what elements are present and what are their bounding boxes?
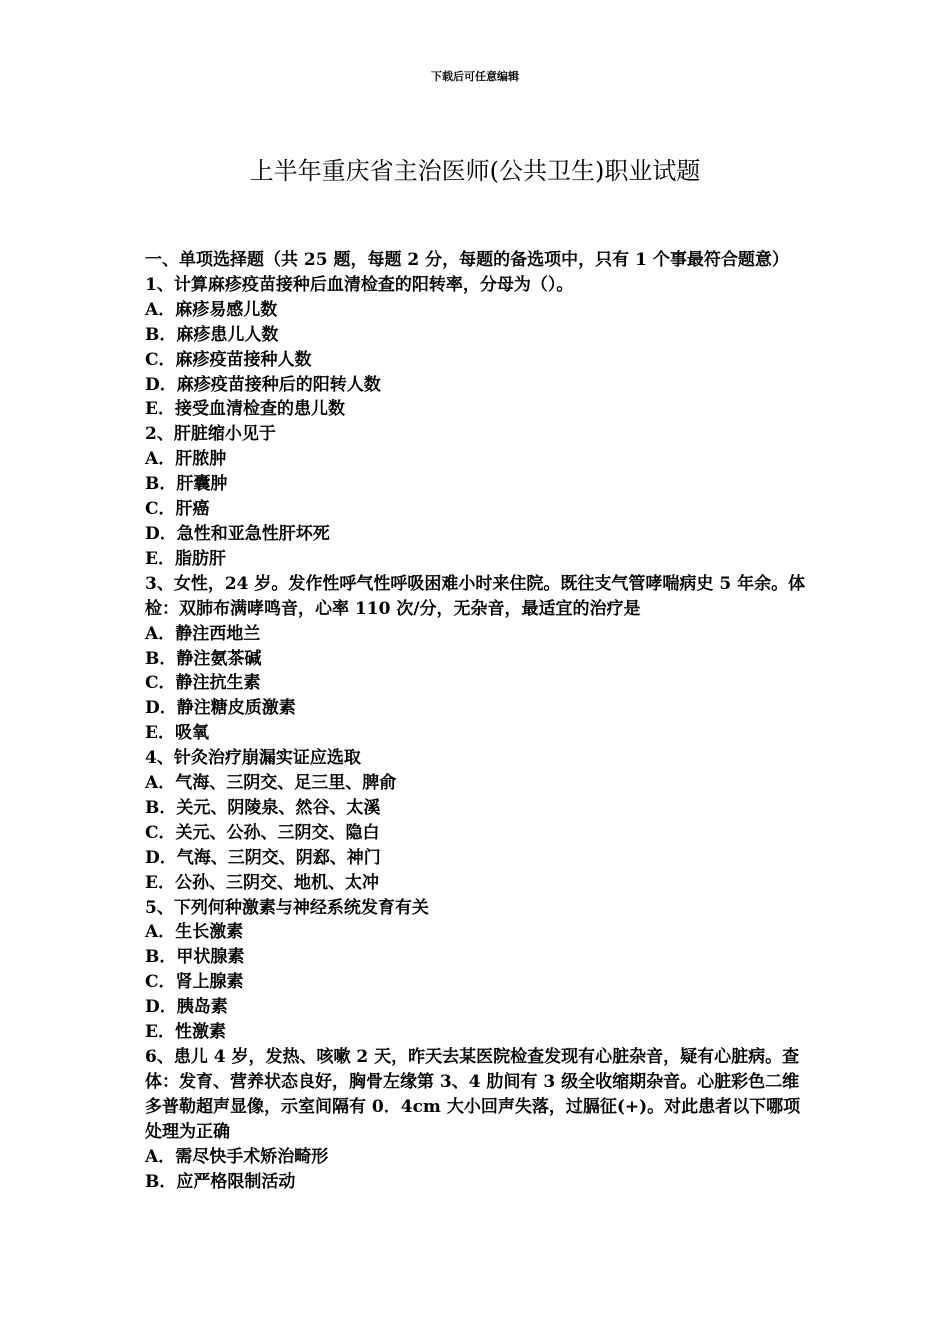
- option-c: C．肾上腺素: [145, 972, 244, 993]
- question-stem: 3、女性，24 岁。发作性呼气性呼吸困难小时来住院。既往支气管哮喘病史 5 年余。体检：双肺布满哮鸣音，心率 110 次/分，无杂音，最适宜的治疗是: [145, 573, 806, 619]
- option-b: B．应严格限制活动: [145, 1171, 296, 1192]
- question-5: [145, 896, 815, 1045]
- option-a: A．气海、三阴交、足三里、脾俞: [145, 773, 397, 794]
- option-e: E．接受血清检查的患儿数: [145, 399, 345, 420]
- option-d: D．麻疹疫苗接种后的阳转人数: [145, 374, 381, 395]
- question-1: [145, 273, 815, 422]
- question-3: [145, 572, 815, 746]
- question-stem: 5、下列何种激素与神经系统发育有关: [145, 897, 429, 918]
- option-a: A．麻疹易感儿数: [145, 299, 278, 320]
- option-a: A．需尽快手术矫治畸形: [145, 1146, 329, 1167]
- option-e: E．吸氧: [145, 723, 209, 744]
- option-d: D．气海、三阴交、阴郄、神门: [145, 847, 381, 868]
- option-e: E．脂肪肝: [145, 548, 226, 569]
- question-stem: 4、针灸治疗崩漏实证应选取: [145, 748, 361, 769]
- option-c: C．关元、公孙、三阴交、隐白: [145, 822, 380, 843]
- option-a: A．生长激素: [145, 922, 244, 943]
- question-4: [145, 746, 815, 895]
- option-d: D．静注糖皮质激素: [145, 698, 296, 719]
- option-c: C．麻疹疫苗接种人数: [145, 349, 312, 370]
- question-stem: 1、计算麻疹疫苗接种后血清检查的阳转率，分母为（）。: [145, 274, 574, 295]
- option-b: B．肝囊肿: [145, 474, 228, 495]
- option-d: D．急性和亚急性肝坏死: [145, 523, 330, 544]
- option-b: B．麻疹患儿人数: [145, 324, 279, 345]
- option-b: B．关元、阴陵泉、然谷、太溪: [145, 797, 381, 818]
- question-stem: 2、肝脏缩小见于: [145, 424, 276, 445]
- option-c: C．静注抗生素: [145, 673, 261, 694]
- option-e: E．性激素: [145, 1022, 226, 1043]
- question-2: [145, 422, 815, 571]
- option-d: D．胰岛素: [145, 997, 228, 1018]
- option-c: C．肝癌: [145, 499, 210, 520]
- option-a: A．肝脓肿: [145, 449, 227, 470]
- option-b: B．静注氨茶碱: [145, 648, 262, 669]
- document-body: [145, 248, 815, 1194]
- section-heading: 一、单项选择题（共 25 题，每题 2 分，每题的备选项中，只有 1 个事最符合题意）: [145, 250, 789, 270]
- page-header: 下载后可任意编辑: [431, 70, 519, 83]
- option-a: A．静注西地兰: [145, 623, 261, 644]
- question-stem: 6、患儿 4 岁，发热、咳嗽 2 天，昨天去某医院检查发现有心脏杂音，疑有心脏病。查体：发育、营养状态良好，胸骨左缘第 3、4 肋间有 3 级全收缩期杂音。心脏彩色二维多普勒超声显像，示室间隔有 0．4cm 大小回声失落，过膈征(+)。对此患者以下哪项处理为正确: [145, 1047, 801, 1142]
- option-b: B．甲状腺素: [145, 947, 245, 968]
- option-e: E．公孙、三阴交、地机、太冲: [145, 872, 379, 893]
- document-title: 上半年重庆省主治医师(公共卫生)职业试题: [249, 157, 701, 185]
- question-6: [145, 1045, 815, 1194]
